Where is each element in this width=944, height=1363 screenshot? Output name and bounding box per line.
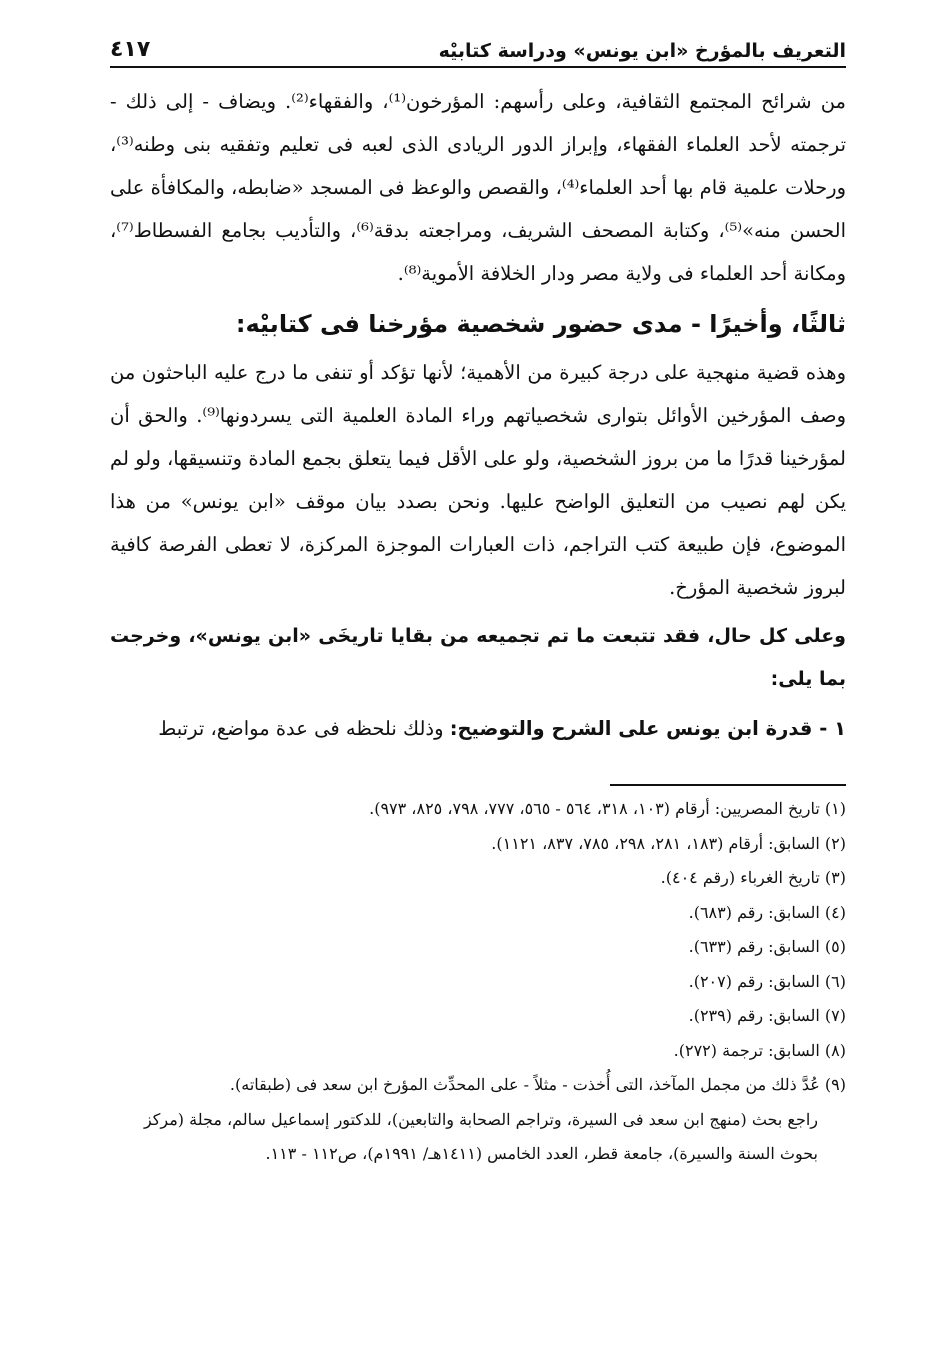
footnote-1: (١) تاريخ المصريين: أرقام (١٠٣، ٣١٨، ٥٦٤ - ٥٦٥، ٧٧٧، ٧٩٨، ٨٢٥، ٩٧٣). [369, 799, 846, 818]
footnote-4: (٤) السابق: رقم (٦٨٣). [688, 902, 846, 922]
page-number: ٤١٧ [110, 37, 151, 62]
book-page [110, 28, 846, 1172]
point-1 [110, 707, 846, 750]
main-text [110, 80, 846, 750]
footnote-9: (٩) عُدَّ ذلك من مجمل المآخذ، التى أُخذت - مثلاً - على المحدِّث المؤرخ ابن سعد فى (طبقاته). [229, 1075, 846, 1094]
paragraph-1: من شرائح المجتمع الثقافية، وعلى رأسهم: المؤرخون⁽¹⁾، والفقهاء⁽²⁾. ويضاف - إلى ذلك - ترجمته لأحد العلماء الفقهاء، وإبراز الدور الريادى الذى لعبه فى تعليم وتفقيه بنى وطنه⁽³⁾، ورحلات علمية قام بها أحد العلماء⁽⁴⁾، والقصص والوعظ فى المسجد «ضابطه، والمكافأة على الحسن منه»⁽⁵⁾، وكتابة المصحف الشريف، ومراجعته بدقة⁽⁶⁾، والتأديب بجامع الفسطاط⁽⁷⁾، ومكانة أحد العلماء فى ولاية مصر ودار الخلافة الأموية⁽⁸⁾. [110, 90, 847, 285]
footnote-8: (٨) السابق: ترجمة (٢٧٢). [673, 1040, 846, 1060]
section-heading: ثالثًا، وأخيرًا - مدى حضور شخصية مؤرخنا فى كتابيْه: [235, 310, 846, 338]
footnote-7: (٧) السابق: رقم (٢٣٩). [688, 1006, 846, 1025]
footnote-9-continuation: راجع بحث (منهج ابن سعد فى السيرة، وتراجم الصحابة والتابعين)، للدكتور إسماعيل سالم، مجلة (مركز بحوث السنة والسيرة)، جامعة قطر، العدد الخامس (١٤١١هـ/ ١٩٩١م)، ص١١٢ - ١١٣. [143, 1109, 818, 1163]
paragraph-2: وهذه قضية منهجية على درجة كبيرة من الأهمية؛ لأنها تؤكد أو تنفى ما درج عليه الباحثون من وصف المؤرخين الأوائل بتوارى شخصياتهم وراء المادة العلمية التى يسردونها⁽⁹⁾. والحق أن لمؤرخينا قدرًا ما من بروز الشخصية، ولو على الأقل فيما يتعلق بجمع المادة وتنسيقها، ولو لم يكن لهم نصيب من التعليق الواضح عليها. ونحن بصدد بيان موقف «ابن يونس» من هذا الموضوع، فإن طبيعة كتب التراجم، ذات العبارات الموجزة المركزة، لا تعطى الفرصة كافية لبروز شخصية المؤرخ. [110, 361, 846, 599]
footnotes [110, 792, 846, 1172]
point-1-text: وذلك نلحظه فى عدة مواضع، ترتبط [158, 717, 450, 740]
point-1-title: ١ - قدرة ابن يونس على الشرح والتوضيح: [449, 717, 846, 740]
paragraph-3: وعلى كل حال، فقد تتبعت ما تم تجميعه من بقايا تاريخَى «ابن يونس»، وخرجت بما يلى: [110, 625, 846, 690]
running-title: التعريف بالمؤرخ «ابن يونس» ودراسة كتابيْه [438, 40, 846, 62]
footnote-3: (٣) تاريخ الغرباء (رقم ٤٠٤). [660, 868, 846, 887]
footnote-separator [610, 784, 846, 786]
footnote-2: (٢) السابق: أرقام (١٨٣، ٢٨١، ٢٩٨، ٧٨٥، ٨٣٧، ١١٢١). [491, 833, 846, 853]
footnote-6: (٦) السابق: رقم (٢٠٧). [688, 971, 846, 991]
footnote-5: (٥) السابق: رقم (٦٣٣). [688, 937, 846, 956]
page-header [110, 28, 846, 68]
